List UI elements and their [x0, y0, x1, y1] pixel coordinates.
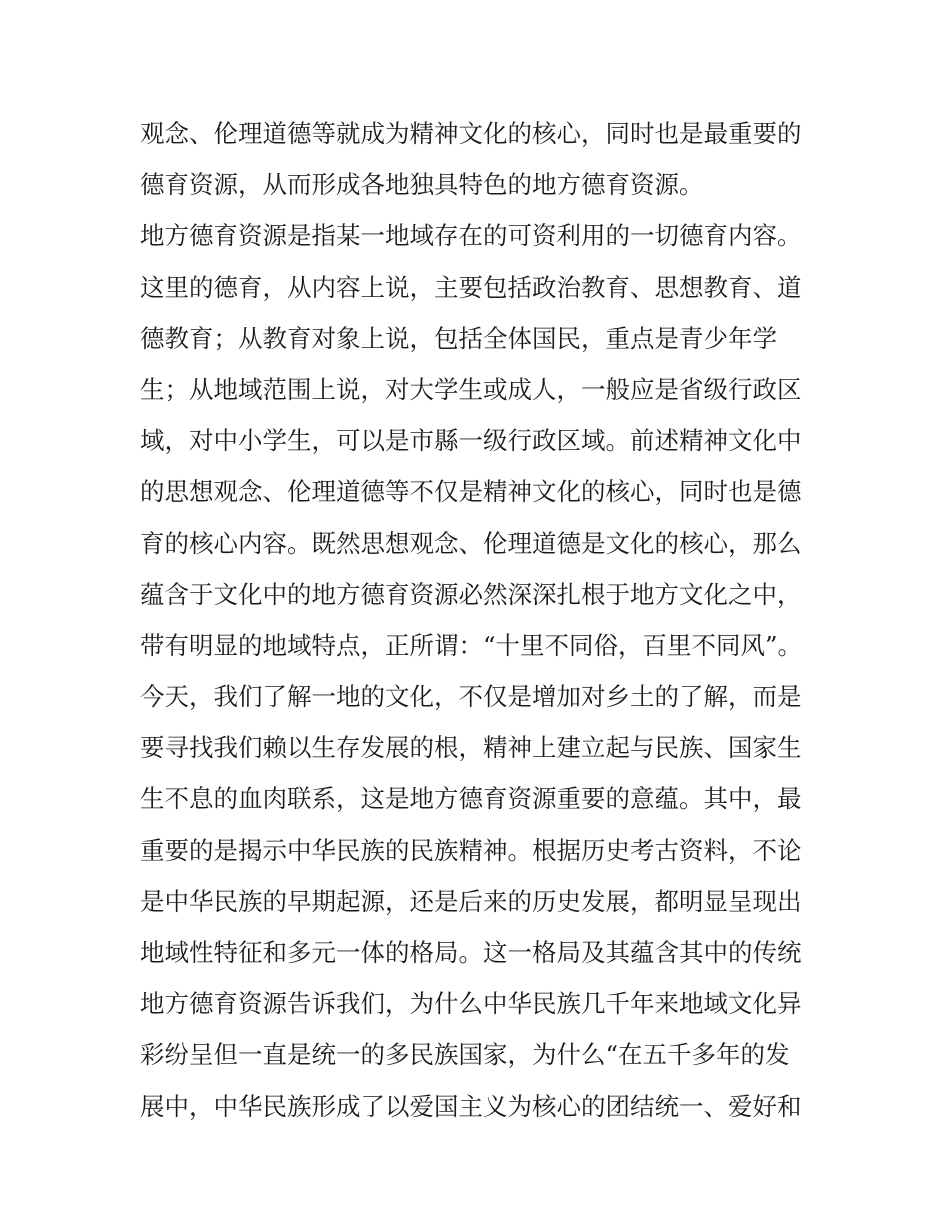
text-line: 展中，中华民族形成了以爱国主义为核心的团结统一、爱好和: [140, 1091, 802, 1121]
text-line: 蕴含于文化中的地方德育资源必然深深扎根于地方文化之中，: [140, 579, 802, 609]
text-line: 德育资源，从而形成各地独具特色的地方德育资源。: [140, 170, 704, 200]
body-text: [140, 108, 820, 1132]
text-line: 域，对中小学生，可以是市縣一级行政区域。前述精神文化中: [140, 426, 802, 456]
text-line: 地域性特征和多元一体的格局。这一格局及其蕴含其中的传统: [140, 938, 802, 967]
text-line: 要寻找我们赖以生存发展的根，精神上建立起与民族、国家生: [140, 733, 802, 763]
text-line: 今天，我们了解一地的文化，不仅是增加对乡土的了解，而是: [140, 682, 802, 712]
text-line: 地方德育资源是指某一地域存在的可资利用的一切德育内容。: [140, 221, 802, 251]
text-line: 彩纷呈但一直是统一的多民族国家，为什么“在五千多年的发: [140, 1040, 790, 1070]
text-line: 带有明显的地域特点，正所谓：“十里不同俗，百里不同风”。: [140, 630, 803, 660]
text-line: 的思想观念、伦理道德等不仅是精神文化的核心，同时也是德: [140, 477, 802, 507]
text-line: 是中华民族的早期起源，还是后来的历史发展，都明显呈现出: [140, 886, 802, 916]
text-line: 生；从地域范围上说，对大学生或成人，一般应是省级行政区: [140, 374, 802, 404]
text-line: 这里的德育，从内容上说，主要包括政治教育、思想教育、道: [140, 272, 802, 302]
text-line: 生不息的血肉联系，这是地方德育资源重要的意蕴。其中，最: [140, 784, 802, 814]
text-line: 育的核心内容。既然思想观念、伦理道德是文化的核心，那么: [140, 528, 802, 558]
text-line: 地方德育资源告诉我们，为什么中华民族几千年来地域文化异: [140, 989, 802, 1019]
text-line: 重要的是揭示中华民族的民族精神。根据历史考古资料，不论: [140, 835, 802, 865]
text-line: 观念、伦理道德等就成为精神文化的核心，同时也是最重要的: [140, 119, 802, 148]
text-line: 德教育；从教育对象上说，包括全体国民，重点是青少年学: [140, 323, 777, 353]
